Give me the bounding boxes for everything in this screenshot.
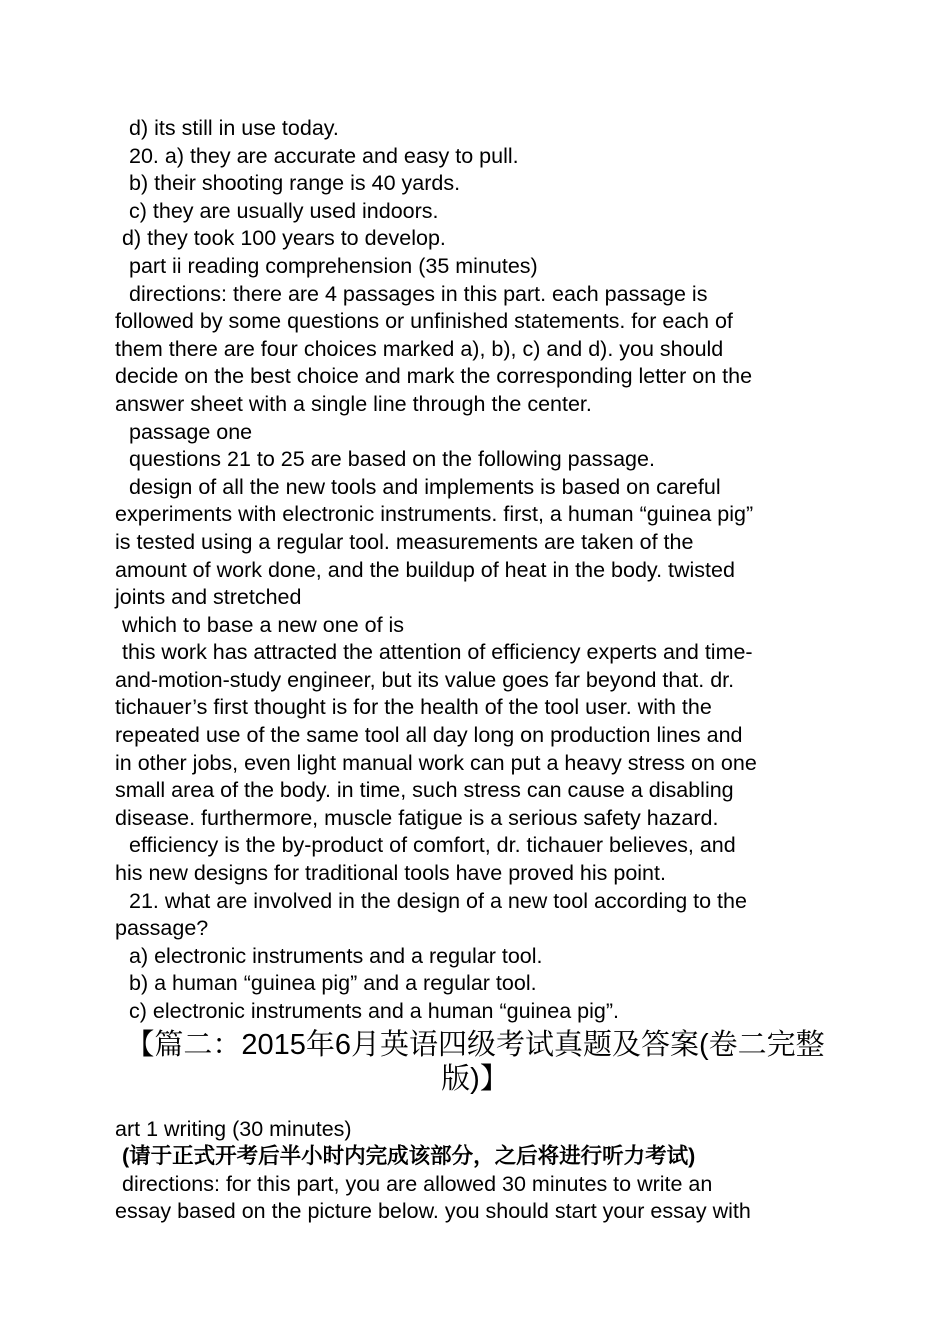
text-block-before-heading: [115, 115, 835, 1026]
text-line: c) electronic instruments and a human “guinea pig”.: [129, 999, 619, 1023]
text-line: (请于正式开考后半小时内完成该部分，之后将进行听力考试): [122, 1144, 696, 1169]
text-line: answer sheet with a single line through the center.: [115, 391, 592, 416]
section-heading: 【篇二：2015年6月英语四级考试真题及答案(卷二完整版)】: [125, 1028, 825, 1095]
text-line: in other jobs, even light manual work can put a heavy stress on one: [115, 750, 757, 775]
text-line: art 1 writing (30 minutes): [115, 1116, 352, 1141]
text-line: 20. a) they are accurate and easy to pull.: [129, 143, 519, 168]
text-line: tichauer’s first thought is for the health of the tool user. with the: [115, 695, 712, 720]
text-line: followed by some questions or unfinished statements. for each of: [115, 309, 733, 334]
text-line: design of all the new tools and implements is based on careful: [129, 474, 721, 499]
text-line: questions 21 to 25 are based on the following passage.: [129, 447, 655, 472]
text-line: which to base a new one of is: [122, 612, 405, 637]
text-line: repeated use of the same tool all day long on production lines and: [115, 723, 743, 748]
text-line: b) a human “guinea pig” and a regular tool.: [129, 971, 537, 996]
text-line: joints and stretched: [115, 585, 302, 610]
text-line: his new designs for traditional tools have proved his point.: [115, 861, 666, 886]
text-line: small area of the body. in time, such stress can cause a disabling: [115, 778, 734, 803]
text-line: b) their shooting range is 40 yards.: [129, 171, 461, 196]
text-line: decide on the best choice and mark the corresponding letter on the: [115, 364, 753, 389]
text-line: passage?: [115, 916, 209, 941]
text-line: d) they took 100 years to develop.: [122, 226, 446, 251]
text-line: c) they are usually used indoors.: [129, 198, 439, 223]
text-line: them there are four choices marked a), b), c) and d). you should: [115, 336, 724, 361]
text-line: essay based on the picture below. you should start your essay with: [115, 1199, 751, 1224]
text-line: a) electronic instruments and a regular tool.: [129, 943, 543, 968]
text-line: d) its still in use today.: [129, 116, 339, 140]
text-line: is tested using a regular tool. measurements are taken of the: [115, 529, 694, 554]
text-line: this work has attracted the attention of efficiency experts and time-: [122, 640, 753, 665]
text-line: directions: for this part, you are allowed 30 minutes to write an: [122, 1171, 713, 1196]
text-line: 21. what are involved in the design of a new tool according to the: [129, 888, 747, 913]
text-line: part ii reading comprehension (35 minutes): [129, 253, 538, 278]
text-line: experiments with electronic instruments. first, a human “guinea pig”: [115, 502, 754, 527]
text-block-after-heading: [115, 1116, 835, 1226]
document-body: [115, 115, 835, 1226]
text-line: and-motion-study engineer, but its value goes far beyond that. dr.: [115, 667, 735, 692]
text-line: disease. furthermore, muscle fatigue is a serious safety hazard.: [115, 805, 719, 830]
text-line: directions: there are 4 passages in this part. each passage is: [129, 281, 708, 306]
text-line: passage one: [129, 419, 253, 444]
text-line: amount of work done, and the buildup of heat in the body. twisted: [115, 557, 735, 582]
text-line: efficiency is the by-product of comfort, dr. tichauer believes, and: [129, 833, 736, 858]
